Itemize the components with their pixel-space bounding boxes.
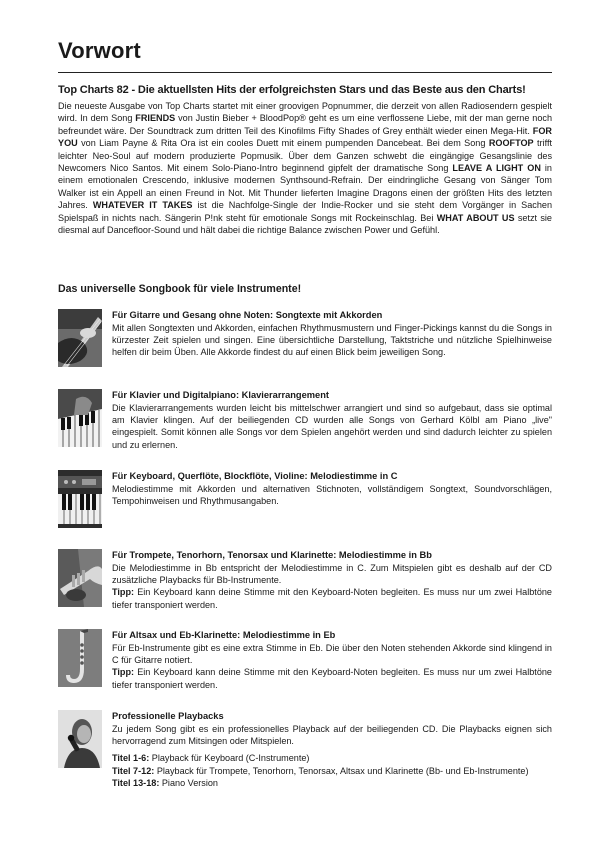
feature-description (112, 642, 552, 691)
page-title: Vorwort (58, 38, 141, 63)
song-title: ROOFTOP (488, 138, 534, 149)
feature-heading: Professionelle Playbacks (112, 711, 224, 721)
feature-heading: Für Keyboard, Querflöte, Blockflöte, Violine: Melodiestimme in C (112, 471, 398, 481)
feature-heading: Für Trompete, Tenorhorn, Tenorsax und Klarinette: Melodiestimme in Bb (112, 550, 432, 560)
tip-text: Ein Keyboard kann deine Stimme mit den Keyboard-Noten begleiten. Es muss nur um zwei Halbtöne tiefer transponiert werden. (112, 667, 552, 690)
track-description: Playback für Keyboard (C-Instrumente) (149, 753, 310, 764)
track-description: Piano Version (159, 777, 218, 788)
track-range: Titel 1-6: (112, 753, 150, 764)
feature-description: Die Klavierarrangements wurden leicht bis mittelschwer arrangiert und sind so aufgebaut, dass sie optimal am Klavier klingen. Auf der beiliegenden CD wurden alle Songs von Gerhard Kölbl am Piano „live" eingespielt. Somit können alle Songs vor dem Spielen angehört werden und sind dadurch leichter zu spielen und zu erlernen. (112, 403, 552, 450)
track-list-item (112, 752, 552, 764)
song-title: FOR YOU (58, 125, 552, 149)
intro-text: in einem emotionalen Crescendo, inklusive modernen Synthsound-Refrain. Der eindringliche Gesang von Sänger Tom Walker ist ein Appell an einen Freund in Not. Mit Thunder lieferten Imagine Dragons einen der größten Hits des letzten Jahres. (58, 163, 552, 211)
feature-heading: Für Klavier und Digitalpiano: Klavierarrangement (112, 390, 329, 400)
feature-description: Melodiestimme mit Akkorden und alternativen Stichnoten, vollständigem Songtext, Soundvorschlägen, Tempohinweisen und Rhythmusangaben. (112, 484, 552, 507)
track-list-item (112, 765, 552, 777)
saxophone-photo-icon (58, 629, 102, 687)
feature-text (112, 309, 552, 359)
piano-photo-icon (58, 389, 102, 447)
intro-text: ist die Nachfolge-Single der Indie-Rocker und sie steht dem Vorgänger in Sachen Spielspaß in nichts nach. Sängerin P!nk steht für emotionale Songs mit Rockeinschlag. Bei (58, 200, 552, 223)
intro-text: Die neueste Ausgabe von Top Charts startet mit einer groovigen Popnummer, die derzeit von allen Radiosendern gespielt wird. In dem Song (58, 101, 552, 124)
intro-heading: Top Charts 82 - Die aktuellsten Hits der erfolgreichsten Stars und das Beste aus den Charts! (58, 84, 526, 96)
feature-heading: Für Altsax und Eb-Klarinette: Melodiestimme in Eb (112, 630, 336, 640)
intro-paragraph (58, 100, 552, 236)
track-range: Titel 7-12: (112, 765, 155, 776)
feature-text (112, 549, 552, 611)
song-title: WHATEVER IT TAKES (92, 200, 193, 211)
feature-text (112, 389, 552, 451)
guitar-photo-icon (58, 309, 102, 367)
feature-text (112, 710, 552, 789)
intro-text: setzt sie diesmal auf Dancefloor-Sound und hält dabei die richtige Balance zwischen Power und Gefühl. (58, 212, 552, 236)
feature-description (112, 562, 552, 611)
track-range: Titel 13-18: (112, 777, 160, 788)
feature-text (112, 470, 552, 507)
track-list (112, 752, 552, 789)
tip-text: Ein Keyboard kann deine Stimme mit den Keyboard-Noten begleiten. Es muss nur um zwei Halbtöne tiefer transponiert werden. (112, 587, 552, 610)
singer-photo-icon (58, 710, 102, 768)
keyboard-photo-icon (58, 470, 102, 528)
song-title: LEAVE A LIGHT ON (452, 163, 541, 174)
feature-description-main: Für Eb-Instrumente gibt es eine extra Stimme in Eb. Die über den Noten stehenden Akkorde sind klingend in C für Gitarre notiert. (112, 643, 552, 666)
intro-text: trifft leichter Neo-Soul auf modern produzierte Popmusik. Über dem Ganzen schwebt die eingängige Gesangslinie des Newcomers Nico Santos. Mit einem Solo-Piano-Intro beginnend gipfelt der dramatische Song (58, 138, 552, 174)
title-rule (58, 72, 552, 73)
feature-description: Mit allen Songtexten und Akkorden, einfachen Rhythmusmustern und Finger-Pickings kannst du die Songs in kürzester Zeit spielen und singen. Eine übersichtliche Darstellung, Taktstriche und nützliche Spielhinweise helfen dir beim Üben. Alle Akkorde findest du auf einen Blick beim jeweiligen Song. (112, 323, 552, 358)
feature-description: Zu jedem Song gibt es ein professionelles Playback auf der beiliegenden CD. Die Playbacks eignen sich hervorragend zum Mitsingen oder Mitspielen. (112, 724, 552, 747)
tip-label: Tipp: (112, 667, 135, 678)
trumpet-photo-icon (58, 549, 102, 607)
intro-section (58, 83, 552, 236)
song-title: FRIENDS (135, 113, 176, 124)
tip-label: Tipp: (112, 587, 135, 598)
intro-text: von Justin Bieber + BloodPop® geht es um eine verflossene Liebe, mit der man gerne noch befreundet wäre. Der Soundtrack zum dritten Teil des Kinofilms Fifty Shades of Grey enthält wieder einen Mega-Hit. (58, 113, 553, 136)
song-title: WHAT ABOUT US (436, 212, 515, 223)
songbook-heading: Das universelle Songbook für viele Instrumente! (58, 283, 302, 295)
track-description: Playback für Trompete, Tenorhorn, Tenorsax, Altsax und Klarinette (Bb- und Eb-Instrumente) (154, 765, 529, 776)
track-list-item (112, 777, 552, 789)
feature-heading: Für Gitarre und Gesang ohne Noten: Songtexte mit Akkorden (112, 310, 383, 320)
feature-description-main: Die Melodiestimme in Bb entspricht der Melodiestimme in C. Zum Mitspielen gibt es deshalb auf der CD zusätzliche Playbacks für Bb-Instrumente. (112, 563, 552, 586)
feature-text (112, 629, 552, 691)
intro-text: von Liam Payne & Rita Ora ist ein cooles Duett mit einem pumpenden Dancebeat. Bei dem Song (77, 138, 489, 149)
